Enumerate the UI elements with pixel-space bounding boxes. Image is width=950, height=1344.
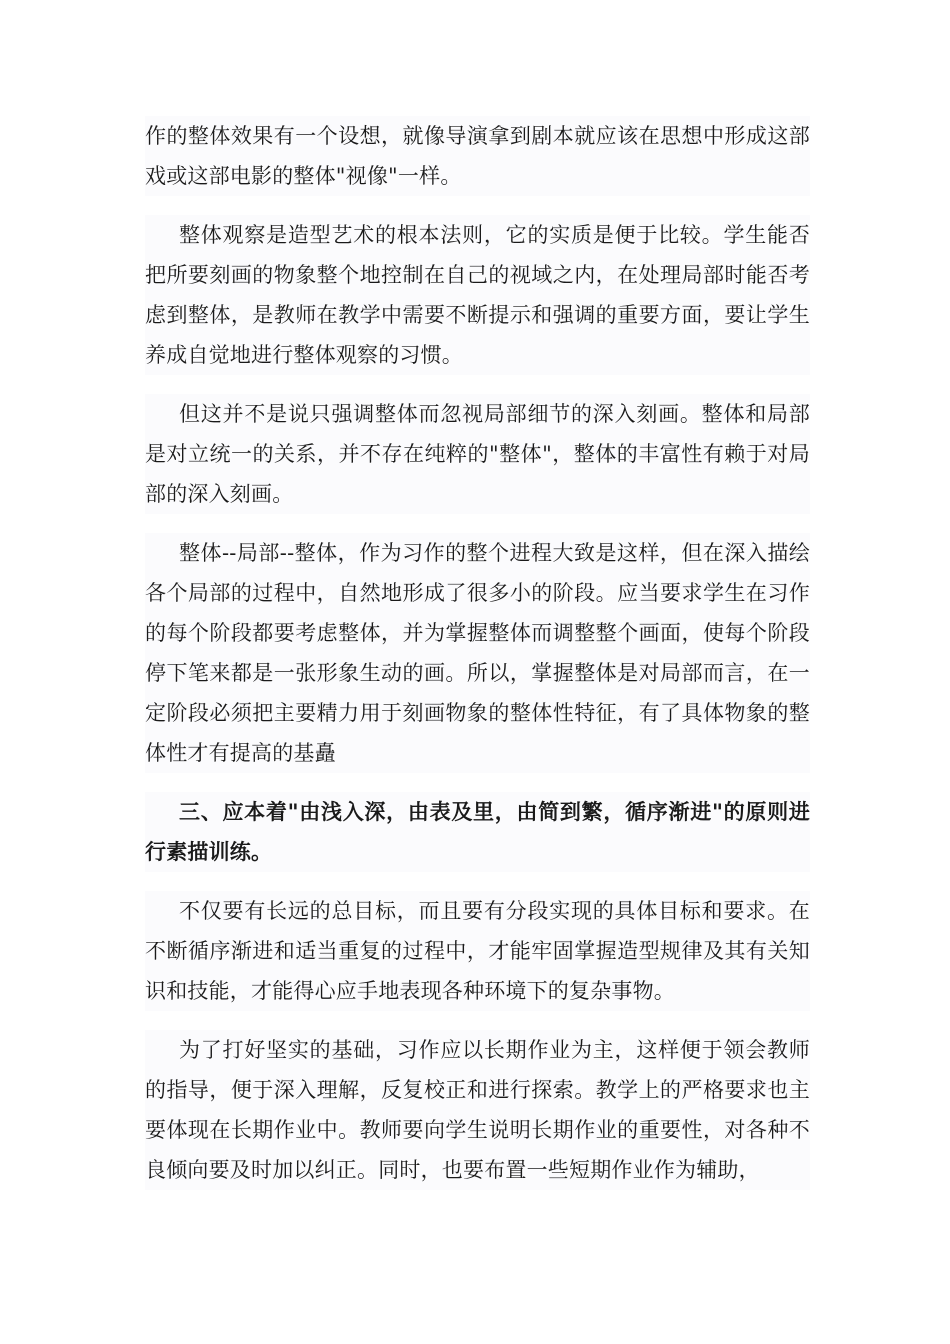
paragraph-long-term-assignments: 为了打好坚实的基础，习作应以长期作业为主，这样便于领会教师的指导，便于深入理解，反复校正和进行探索。教学上的严格要求也主要体现在长期作业中。教师要向学生说明长期作业的重要性，对各种不良倾向要及时加以纠正。同时，也要布置一些短期作业作为辅助， bbox=[145, 1030, 810, 1190]
paragraph-local-detail: 但这并不是说只强调整体而忽视局部细节的深入刻画。整体和局部是对立统一的关系，并不存在纯粹的"整体"，整体的丰富性有赖于对局部的深入刻画。 bbox=[145, 394, 810, 514]
paragraph-whole-local-whole: 整体--局部--整体，作为习作的整个进程大致是这样，但在深入描绘各个局部的过程中，自然地形成了很多小的阶段。应当要求学生在习作的每个阶段都要考虑整体，并为掌握整体而调整整个画面，使每个阶段停下笔来都是一张形象生动的画。所以，掌握整体是对局部而言，在一定阶段必须把主要精力用于刻画物象的整体性特征，有了具体物象的整体性才有提高的基矗 bbox=[145, 533, 810, 773]
paragraph-continuation: 作的整体效果有一个设想，就像导演拿到剧本就应该在思想中形成这部戏或这部电影的整体"视像"一样。 bbox=[145, 116, 810, 196]
paragraph-whole-observation: 整体观察是造型艺术的根本法则，它的实质是便于比较。学生能否把所要刻画的物象整个地控制在自己的视域之内，在处理局部时能否考虑到整体，是教师在教学中需要不断提示和强调的重要方面，要让学生养成自觉地进行整体观察的习惯。 bbox=[145, 215, 810, 375]
document-page bbox=[145, 116, 810, 1190]
paragraph-long-term-goals: 不仅要有长远的总目标，而且要有分段实现的具体目标和要求。在不断循序渐进和适当重复的过程中，才能牢固掌握造型规律及其有关知识和技能，才能得心应手地表现各种环境下的复杂事物。 bbox=[145, 891, 810, 1011]
section-heading-three: 三、应本着"由浅入深，由表及里，由简到繁，循序渐进"的原则进行素描训练。 bbox=[145, 792, 810, 872]
